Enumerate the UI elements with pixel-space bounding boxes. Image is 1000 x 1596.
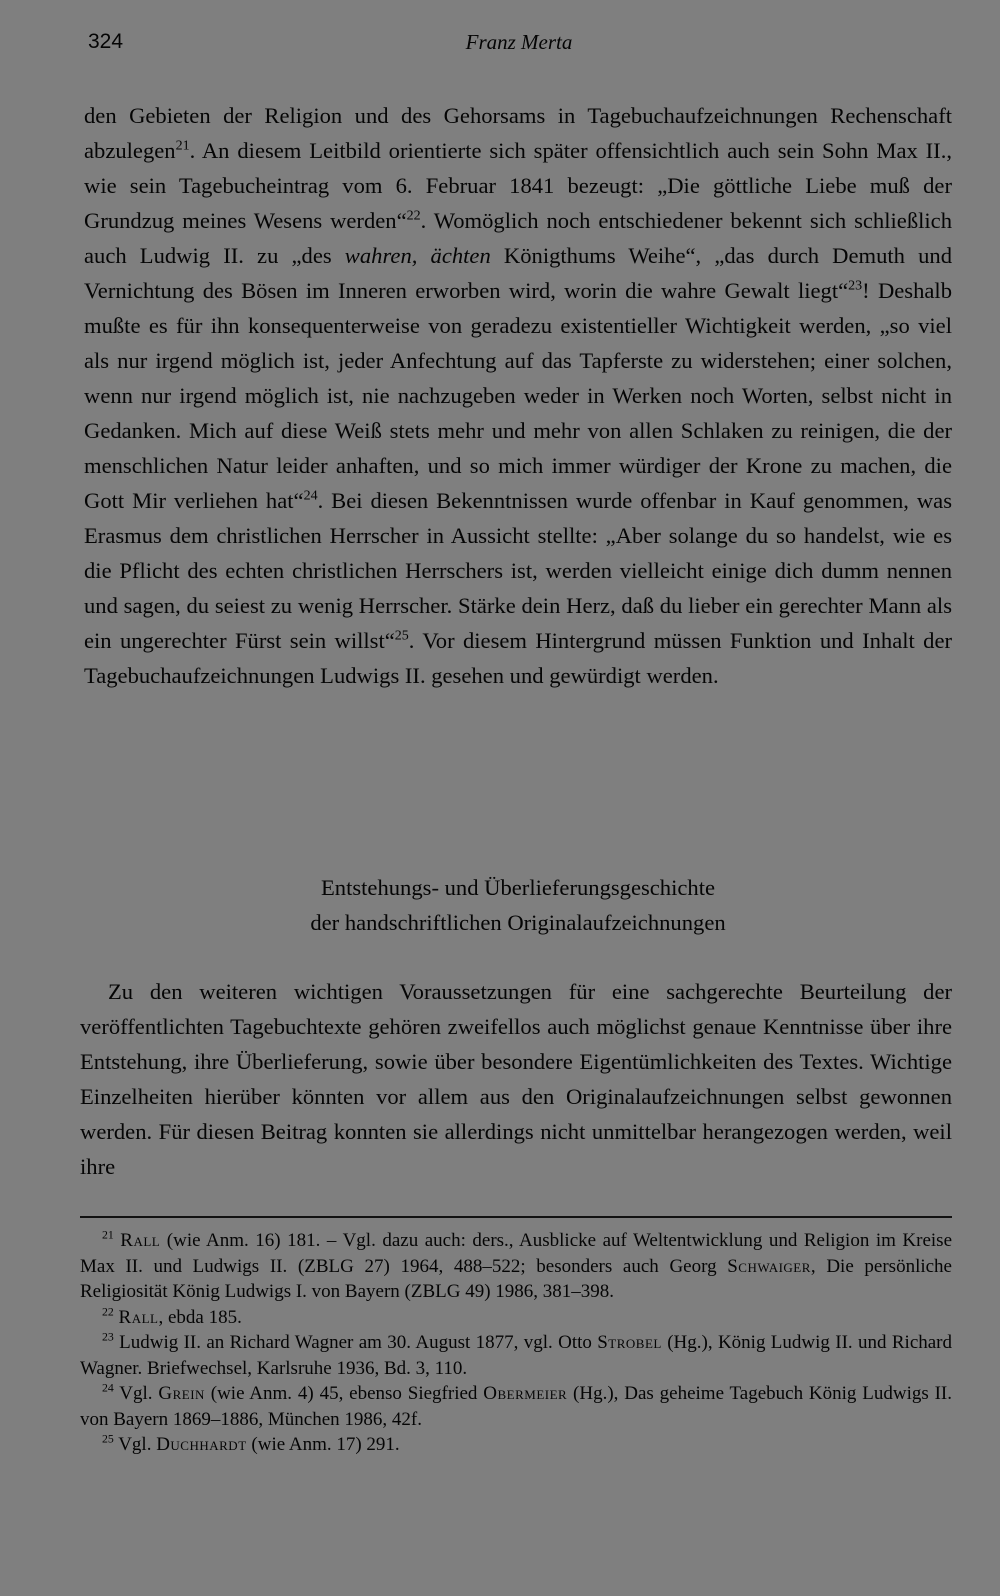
footnote-text: (wie Anm. 16) 181. – Vgl. dazu auch: ders., Ausblicke auf Weltentwicklung und Religion im Kreise Max II. und Ludwigs II. (ZBLG 27) 1964, 488–522; besonders auch Georg: [80, 1230, 953, 1277]
footnote-text: (wie Anm. 17) 291.: [246, 1434, 400, 1455]
footnote-ref-25: 25: [394, 628, 409, 644]
footnote-number: 21: [102, 1228, 114, 1242]
section-heading-line-2: der handschriftlichen Originalaufzeichnungen: [310, 910, 726, 935]
text-run: . Vor diesem Hintergrund müssen Funktion und Inhalt der Tagebuchaufzeichnungen Ludwigs II. gesehen und gewürdigt werden.: [84, 628, 952, 688]
running-head: Franz Merta: [465, 30, 573, 54]
page-header: [88, 30, 950, 64]
footnote-text: , ebda 185.: [158, 1306, 242, 1328]
section-heading: [84, 870, 952, 940]
section-heading-line-1: Entstehungs- und Überlieferungsgeschichte: [320, 875, 716, 900]
footnote-text: Vgl.: [119, 1383, 159, 1404]
author-name: Duchhardt: [156, 1434, 247, 1455]
text-run: den Gebieten der Religion und des Gehorsams in Tagebuchaufzeichnungen Rechenschaft abzulegen: [84, 103, 952, 163]
author-name: Rall: [118, 1306, 159, 1328]
footnote-22: [80, 1305, 952, 1331]
author-name: Rall: [120, 1230, 161, 1251]
footnote-24: [80, 1381, 952, 1432]
author-name: Strobel: [597, 1332, 662, 1353]
footnote-25: [80, 1432, 952, 1458]
text-run: . Bei diesen Bekenntnissen wurde offenbar in Kauf genommen, was Erasmus dem christlichen Herrscher in Aussicht stellte: „Aber solange du so handelst, wie es die Pflicht des echten christlichen Herrschers ist, werden vielleicht einige dich dumm nennen und sagen, du seiest zu wenig Herrscher. Stärke dein Herz, daß du lieber ein gerechter Mann als ein ungerechter Fürst sein willst“: [84, 488, 952, 653]
footnote-separator: [80, 1216, 952, 1218]
footnote-text: , Die persönliche Religiosität König Ludwigs I. von Bayern (ZBLG 49) 1986, 381–398.: [80, 1255, 952, 1302]
footnotes: [80, 1228, 952, 1458]
author-name: Schwaiger: [727, 1255, 811, 1277]
footnote-text: (Hg.), Das geheime Tagebuch König Ludwigs II. von Bayern 1869–1886, München 1986, 42f.: [80, 1383, 952, 1430]
footnote-ref-23: 23: [848, 278, 863, 294]
footnote-number: 24: [102, 1381, 114, 1395]
text-run: Königthums Weihe“, „das durch Demuth und Vernichtung des Bösen im Inneren erworben wird, worin die wahre Gewalt liegt“: [84, 243, 952, 303]
footnote-21: [80, 1228, 952, 1305]
author-name: Obermeier: [483, 1383, 568, 1404]
footnote-number: 23: [102, 1330, 114, 1344]
footnote-ref-21: 21: [175, 138, 190, 154]
footnote-number: 25: [102, 1432, 114, 1446]
body-paragraph-1: [84, 98, 952, 693]
footnote-text: (wie Anm. 4) 45, ebenso Siegfried: [204, 1383, 484, 1404]
italic-emphasis: wahren, ächten: [344, 243, 491, 268]
footnote-23: [80, 1330, 952, 1381]
footnote-ref-24: 24: [303, 488, 318, 504]
footnote-number: 22: [102, 1305, 114, 1319]
footnote-ref-22: 22: [406, 208, 421, 224]
footnote-text: Vgl.: [118, 1434, 157, 1455]
body-paragraph-2: Zu den weiteren wichtigen Voraussetzungen für eine sachgerechte Beurteilung der veröffentlichten Tagebuchtexte gehören zweifellos auch möglichst genaue Kenntnisse über ihre Entstehung, ihre Überlieferung, sowie über besondere Eigentümlichkeiten des Textes. Wichtige Einzelheiten hierüber könnten vor allem aus den Originalaufzeichnungen selbst gewonnen werden. Für diesen Beitrag konnten sie allerdings nicht unmittelbar herangezogen werden, weil ihre: [80, 979, 952, 1179]
author-name: Grein: [158, 1383, 205, 1404]
text-run: . Womöglich noch entschiedener bekennt sich schließlich auch Ludwig II. zu „des: [84, 208, 952, 268]
footnote-text: (Hg.), König Ludwig II. und Richard Wagner. Briefwechsel, Karlsruhe 1936, Bd. 3, 110.: [80, 1332, 953, 1379]
page-number: 324: [88, 30, 124, 53]
text-run: . An diesem Leitbild orientierte sich später offensichtlich auch sein Sohn Max II., wie sein Tagebucheintrag vom 6. Februar 1841 bezeugt: „Die göttliche Liebe muß der Grundzug meines Wesens werden“: [84, 138, 952, 233]
text-run: ! Deshalb mußte es für ihn konsequenterweise von geradezu existentieller Wichtigkeit werden, „so viel als nur irgend möglich ist, jeder Anfechtung auf das Tapferste zu widerstehen; einer solchen, wenn nur irgend möglich ist, nie nachzugeben weder in Werken noch Worten, selbst nicht in Gedanken. Mich auf diese Weiß stets mehr und mehr von allen Schlaken zu reinigen, die der menschlichen Natur leider anhaften, und so mich immer würdiger der Krone zu machen, die Gott Mir verliehen hat“: [84, 278, 952, 513]
footnote-text: Ludwig II. an Richard Wagner am 30. August 1877, vgl. Otto: [119, 1332, 598, 1353]
